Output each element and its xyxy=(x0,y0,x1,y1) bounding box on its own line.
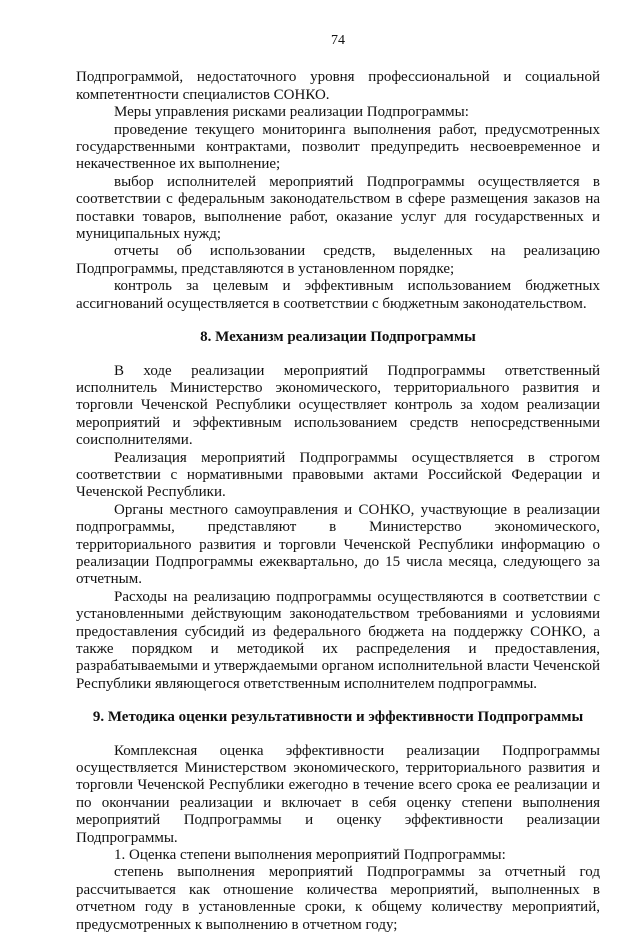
section-heading-9: 9. Методика оценки результативности и эффективности Подпрограммы xyxy=(92,709,584,726)
paragraph: отчеты об использовании средств, выделенных на реализацию Подпрограммы, представляются в установленном порядке; xyxy=(76,243,600,277)
paragraph: 1. Оценка степени выполнения мероприятий Подпрограммы: xyxy=(114,847,506,864)
paragraph: Реализация мероприятий Подпрограммы осуществляется в строгом соответствии с нормативными правовыми актами Российской Федерации и Чеченской Республики. xyxy=(76,449,600,501)
paragraph: степень выполнения мероприятий Подпрограммы за отчетный год рассчитывается как отношение количества мероприятий, выполненных в отчетном году в установленные сроки, к общему количеству мероприятий, предусмотренных к выполнению в отчетном году; xyxy=(76,864,600,933)
section-heading-8: 8. Механизм реализации Подпрограммы xyxy=(200,329,476,346)
paragraph: проведение текущего мониторинга выполнения работ, предусмотренных государственными контрактами, позволит предупредить несвоевременное и некачественное их выполнение; xyxy=(76,121,600,173)
document-page xyxy=(76,32,600,934)
paragraph: выбор исполнителей мероприятий Подпрограммы осуществляется в соответствии с федеральным законодательством в сфере размещения заказов на поставки товаров, выполнение работ, оказание услуг для государственных и муниципальных нужд; xyxy=(76,173,600,243)
page-number: 74 xyxy=(331,33,345,48)
paragraph: Комплексная оценка эффективности реализации Подпрограммы осуществляется Министерством экономического, территориального развития и торговли Чеченской Республики ежегодно в течение всего срока ее реализации и по окончании реализации и включает в себя оценку степени выполнения мероприятий Подпрограммы и оценку эффективности реализации Подпрограммы. xyxy=(76,742,600,846)
paragraph: контроль за целевым и эффективным использованием бюджетных ассигнований осуществляется в соответствии с бюджетным законодательством. xyxy=(76,278,600,312)
paragraph: Органы местного самоуправления и СОНКО, участвующие в реализации подпрограммы, представляют в Министерство экономического, территориального развития и торговли Чеченской Республики информацию о реализации Подпрограммы ежеквартально, до 15 числа месяца, следующего за отчетным. xyxy=(76,501,600,588)
paragraph: В ходе реализации мероприятий Подпрограммы ответственный исполнитель Министерство экономического, территориального развития и торговли Чеченской Республики осуществляет контроль за ходом реализации мероприятий и эффективным использованием средств непосредственными соисполнителями. xyxy=(76,362,600,449)
paragraph: Расходы на реализацию подпрограммы осуществляются в соответствии с установленными действующим законодательством требованиями и условиями предоставления субсидий из федерального бюджета на поддержку СОНКО, а также порядком и методикой их распределения и предоставления, разрабатываемыми и утверждаемыми органом исполнительной власти Чеченской Республики являющегося ответственным исполнителем подпрограммы. xyxy=(76,588,600,692)
paragraph: Подпрограммой, недостаточного уровня профессиональной и социальной компетентности специалистов СОНКО. xyxy=(76,69,600,103)
paragraph: Меры управления рисками реализации Подпрограммы: xyxy=(114,104,469,121)
